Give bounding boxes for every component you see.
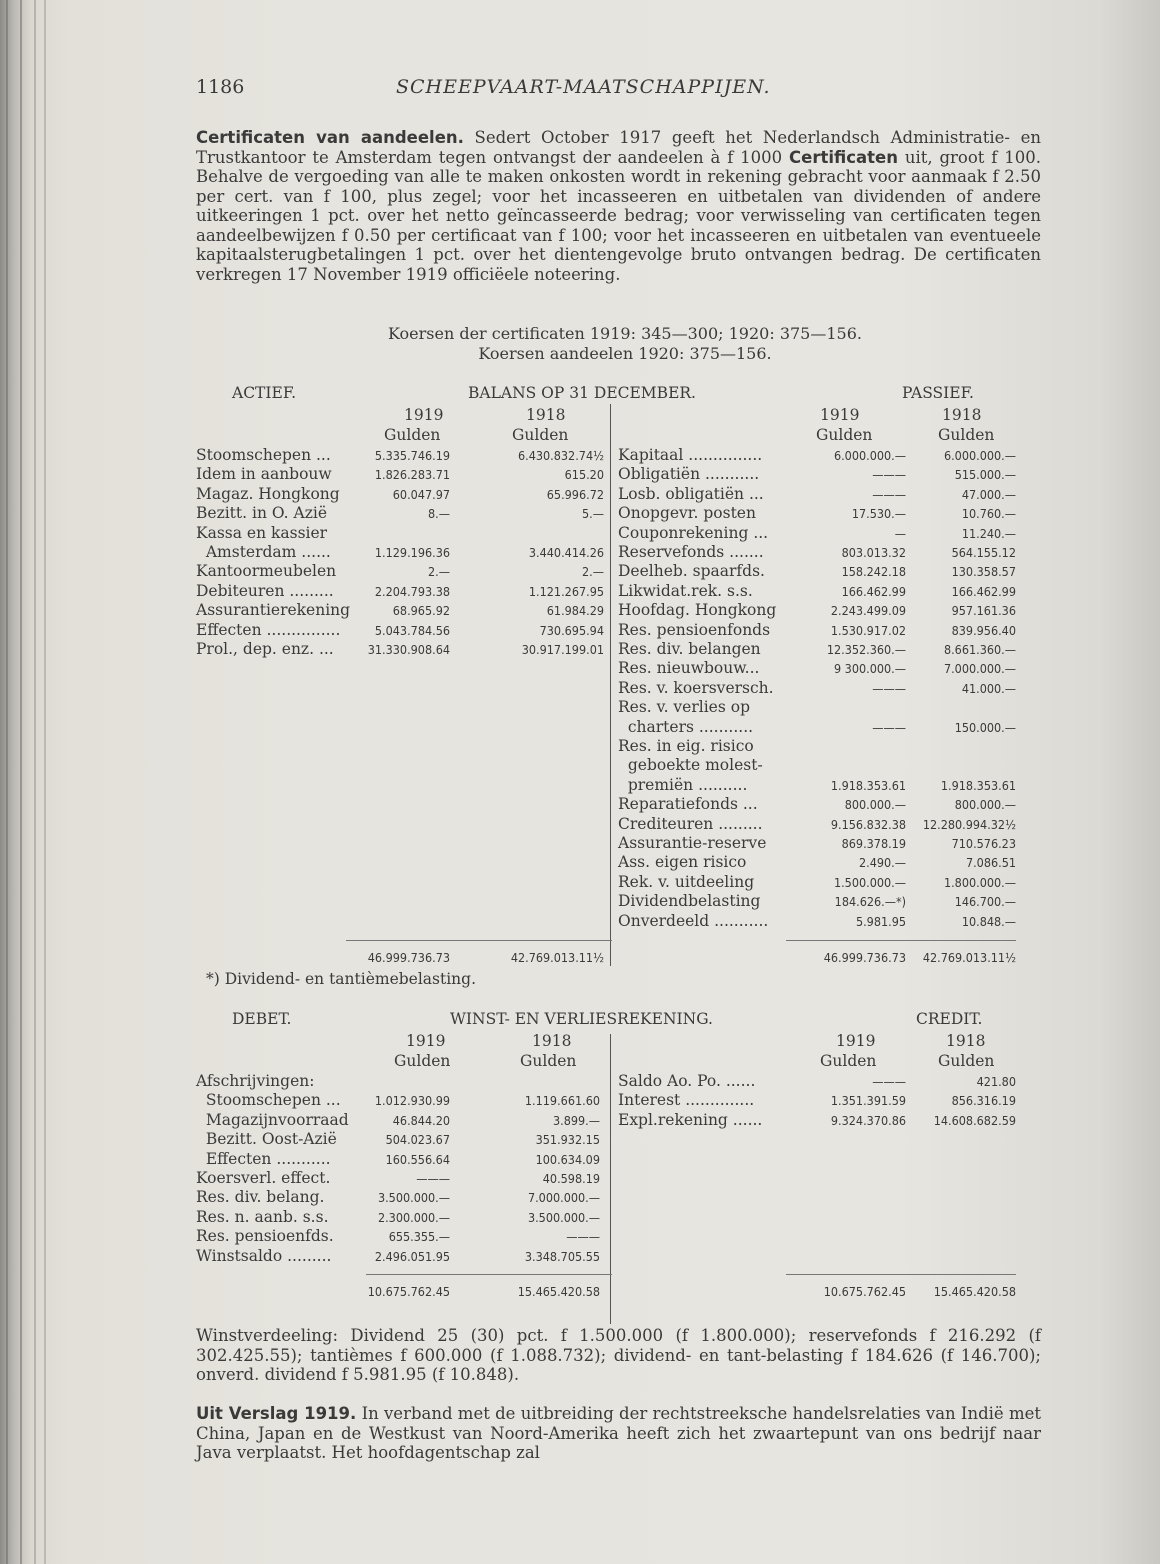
row-label: Debiteuren ......... [196,581,334,600]
row-label: Res. div. belang. [196,1188,325,1207]
value-1919: 1.500.000.— [833,874,906,890]
value-1919: ——— [872,719,906,735]
table-row [196,524,1016,543]
value-1919: 5.335.746.19 [374,448,450,463]
value-1919: 158.242.18 [841,564,906,580]
intro-bold-term: Certificaten [789,147,898,167]
value-1919: 2.496.051.95 [374,1248,450,1264]
value-1918: 30.917.199.01 [521,642,604,657]
value-1918: 130.358.57 [951,564,1016,580]
verslag-paragraph [196,1404,1041,1463]
value-1919: 655.355.— [388,1229,450,1245]
table-row [196,698,1016,717]
total-value: 15.465.420.58 [517,1284,600,1299]
value-1918: 41.000.— [961,680,1016,696]
table-row [196,873,1016,892]
value-1919: 869.378.19 [841,836,906,851]
koersen-line: Koersen aandeelen 1920: 375—156. [478,344,772,363]
value-1918: 1.121.267.95 [528,583,604,599]
value-1919: 1.918.353.61 [830,777,906,793]
row-label: Res. in eig. risico [618,737,754,755]
year-header: 1918 [532,1032,572,1050]
total-value: 42.769.013.11½ [922,950,1016,965]
winstverdeeling-paragraph: Winstverdeeling: Dividend 25 (30) pct. f 1.500.000 (f 1.800.000); reservefonds f 216.292 (f 302.425.55); tantièmes f 600.000 (f 1.088.732); dividend- en tant-belasting f 184.626 (f 146.700); onverd. dividend f 5.981.95 (f 10.848). [196,1326,1041,1384]
value-1918: 957.161.36 [951,603,1016,619]
row-label: Deelheb. spaarfds. [618,562,765,581]
total-value: 42.769.013.11½ [510,950,604,965]
value-1918: 615.20 [564,467,604,483]
value-1919: 504.023.67 [385,1132,450,1148]
total-value: 10.675.762.45 [823,1284,906,1299]
row-label: Saldo Ao. Po. ...... [618,1072,756,1090]
value-1919: 166.462.99 [841,583,906,599]
value-1918: 5.— [582,506,604,522]
balance-sheet [196,384,1016,994]
value-1919: 31.330.908.64 [367,642,450,657]
value-1919: 2.490.— [858,855,906,871]
value-1919: 2.— [428,564,450,580]
row-label: Onverdeeld ........... [618,911,769,930]
value-1919: 1.129.196.36 [374,545,450,560]
value-1918: 10.848.— [961,913,1016,929]
row-label: Assurantierekening [196,601,351,620]
value-1918: 351.932.15 [535,1132,600,1148]
table-row [196,1130,1016,1149]
row-label: Obligatiën ........... [618,465,760,484]
row-label: Effecten ........... [196,1149,331,1168]
row-label: Stoomschepen ... [196,1091,341,1110]
year-header: 1919 [406,1032,446,1050]
row-label: Kantoormeubelen [196,562,337,581]
table-row [196,679,1016,698]
debet-title: DEBET. [232,1010,292,1028]
value-1918: 12.280.994.32½ [922,816,1016,832]
value-1919: 2.204.793.38 [374,583,450,599]
row-label: Afschrijvingen: [196,1072,315,1090]
row-label: Koersverl. effect. [196,1169,331,1187]
winst-title: WINST- EN VERLIESREKENING. [450,1010,713,1028]
total-rule [786,940,1016,941]
value-1918: 421.80 [976,1074,1016,1089]
row-label: Reparatiefonds ... [618,795,758,814]
total-value: 10.675.762.45 [367,1284,450,1299]
intro-text: Sedert October 1917 geeft het Nederlandsch Administratie- en Trustkantoor te Amsterdam tegen ontvangst der aandeelen à f 1000 [196,128,1041,167]
value-1919: ——— [872,1074,906,1089]
row-label: Interest .............. [618,1091,755,1110]
value-1919: 9.156.832.38 [830,816,906,832]
row-label: Magazijnvoorraad [196,1110,349,1129]
row-label: Res. v. koersversch. [618,678,774,697]
row-label: Res. pensioenfds. [196,1227,334,1246]
row-label: Winstsaldo ......... [196,1246,332,1265]
value-1918: 100.634.09 [535,1151,600,1167]
value-1919: 1.530.917.02 [830,622,906,638]
value-1918: 8.661.360.— [943,642,1016,657]
intro-paragraph [196,128,1041,284]
table-row [196,795,1016,814]
unit-header: Gulden [820,1052,877,1070]
table-row [196,1111,1016,1130]
row-label: Res. n. aanb. s.s. [196,1207,329,1226]
value-1919: 68.965.92 [392,603,450,619]
row-label: Likwidat.rek. s.s. [618,581,753,600]
actief-title: ACTIEF. [232,384,297,402]
value-1918: 515.000.— [954,467,1016,483]
row-label: charters ........... [618,717,754,736]
value-1918: 1.918.353.61 [940,777,1016,793]
row-label: Assurantie-reserve [618,834,767,852]
value-1919: — [894,525,906,541]
row-label: Magaz. Hongkong [196,484,340,503]
row-label: Res. pensioenfonds [618,620,771,639]
value-1918: 839.956.40 [951,622,1016,638]
table-row [196,485,1016,504]
value-1918: 11.240.— [961,525,1016,541]
balans-title: BALANS OP 31 DECEMBER. [468,384,696,402]
row-label: Bezitt. in O. Azië [196,504,328,523]
row-label: premiën .......... [618,775,748,794]
value-1918: 65.996.72 [546,486,604,502]
value-1919: 12.352.360.— [826,642,906,657]
value-1919: 1.012.930.99 [374,1093,450,1109]
row-label: Crediteuren ......... [618,814,763,833]
value-1918: 7.086.51 [965,855,1016,871]
verslag-text: In verband met de uitbreiding der rechtstreeksche handelsrelaties van Indië met China, Japan en de Westkust van Noord-Amerika heeft zich het zwaartepunt van ons bedrijf naar Java verplaatst. Het hoofdagentschap zal [196,1404,1041,1462]
row-label: Reservefonds ....... [618,543,764,561]
intro-heading: Certificaten van aandeelen. [196,128,464,147]
row-label: Effecten ............... [196,620,341,639]
value-1918: 730.695.94 [539,622,604,638]
value-1919: ——— [416,1171,450,1186]
profit-loss-account [196,1010,1016,1310]
row-label: Kassa en kassier [196,523,328,542]
table-row [196,834,1016,853]
value-1919: ——— [872,486,906,502]
year-header: 1919 [820,406,860,424]
year-header: 1918 [946,1032,986,1050]
value-1919: 184.626.—*) [834,894,906,910]
table-row [196,1169,1016,1188]
table-row [196,1150,1016,1169]
value-1919: 6.000.000.— [833,448,906,463]
table-row [196,659,1016,678]
table-row [196,465,1016,484]
table-row [196,912,1016,931]
row-label: Losb. obligatiën ... [618,484,764,503]
value-1919: 800.000.— [844,797,906,813]
value-1918: 3.899.— [552,1112,600,1128]
row-label: Hoofdag. Hongkong [618,601,777,620]
table-row [196,1208,1016,1227]
value-1918: 7.000.000.— [943,661,1016,677]
unit-header: Gulden [520,1052,577,1070]
value-1918: 2.— [582,564,604,580]
row-label: Stoomschepen ... [196,446,331,464]
table-row [196,582,1016,601]
row-label: Expl.rekening ...... [618,1110,763,1129]
table-row [196,543,1016,562]
value-1919: ——— [872,467,906,483]
row-label: geboekte molest- [618,756,763,775]
table-row [196,562,1016,581]
credit-title: CREDIT. [916,1010,983,1028]
year-header: 1918 [942,406,982,424]
row-label: Bezitt. Oost-Azië [196,1130,337,1149]
value-1918: ——— [566,1229,600,1245]
total-value: 46.999.736.73 [823,950,906,965]
value-1918: 150.000.— [954,719,1016,735]
year-header: 1919 [404,406,444,424]
table-row [196,815,1016,834]
value-1918: 564.155.12 [951,545,1016,560]
row-label: Idem in aanbouw [196,465,332,484]
table-row [196,776,1016,795]
value-1919: 3.500.000.— [377,1190,450,1206]
value-1918: 710.576.23 [951,836,1016,851]
value-1919: ——— [872,680,906,696]
unit-header: Gulden [938,426,995,444]
value-1919: 60.047.97 [392,486,450,502]
value-1918: 166.462.99 [951,583,1016,599]
page-edge [34,0,36,1564]
value-1919: 2.300.000.— [377,1209,450,1225]
value-1919: 1.826.283.71 [374,467,450,483]
value-1918: 3.348.705.55 [524,1248,600,1264]
value-1919: 2.243.499.09 [830,603,906,619]
unit-header: Gulden [816,426,873,444]
table-row [196,1188,1016,1207]
year-header: 1918 [526,406,566,424]
koersen-line: Koersen der certificaten 1919: 345—300; 1920: 375—156. [388,324,862,343]
value-1918: 10.760.— [961,506,1016,522]
row-label: Res. div. belangen [618,640,761,658]
row-label: Res. nieuwbouw... [618,659,760,678]
value-1919: 17.530.— [851,506,906,522]
passief-title: PASSIEF. [902,384,974,402]
value-1918: 40.598.19 [542,1171,600,1186]
total-value: 46.999.736.73 [367,950,450,965]
value-1919: 8.— [428,506,450,522]
value-1918: 6.430.832.74½ [518,448,604,463]
table-row [196,1091,1016,1110]
value-1918: 7.000.000.— [527,1190,600,1206]
total-rule [346,940,612,941]
value-1919: 1.351.391.59 [830,1093,906,1109]
value-1918: 3.440.414.26 [528,545,604,560]
table-row [196,640,1016,659]
value-1918: 146.700.— [954,894,1016,910]
intro-text: uit, groot f 100. Behalve de vergoeding van alle te maken onkosten wordt in rekening gebracht voor aanmaak f 2.50 per cert. van f 100, plus zegel; voor het incasseeren en uitbetalen van dividenden of andere uitkeeringen 1 pct. over het netto geïncasseerde bedrag; voor verwisseling van certificaten tegen aandeelbewijzen f 0.50 per certificaat van f 100; voor het incasseeren en uitbetalen van eventueele kapitaalsterugbetalingen 1 pct. over het dientengevolge bruto ontvangen bedrag. De certificaten verkregen 17 November 1919 officiëele noteering. [196,147,1041,284]
total-rule [786,1274,1016,1275]
table-row [196,601,1016,620]
row-label: Kapitaal ............... [618,446,763,464]
footnote: *) Dividend- en tantièmebelasting. [206,970,477,988]
page-edge [20,0,22,1564]
value-1918: 47.000.— [961,486,1016,502]
value-1918: 1.800.000.— [943,874,1016,890]
value-1918: 6.000.000.— [943,448,1016,463]
table-row [196,853,1016,872]
row-label: Ass. eigen risico [618,853,747,872]
value-1918: 61.984.29 [546,603,604,619]
unit-header: Gulden [512,426,569,444]
page-edge [44,0,46,1564]
row-label: Dividendbelasting [618,892,761,911]
verslag-heading: Uit Verslag 1919. [196,1404,357,1423]
row-label: Res. v. verlies op [618,698,750,717]
row-label: Onopgevr. posten [618,504,756,523]
value-1919: 46.844.20 [392,1112,450,1128]
row-label: Amsterdam ...... [196,543,331,561]
value-1919: 803.013.32 [841,545,906,560]
table-row [196,621,1016,640]
table-row [196,718,1016,737]
value-1919: 5.981.95 [855,913,906,929]
table-row [196,737,1016,756]
value-1918: 800.000.— [954,797,1016,813]
value-1919: 5.043.784.56 [374,622,450,638]
total-rule [366,1274,612,1275]
unit-header: Gulden [384,426,441,444]
value-1919: 9 300.000.— [833,661,906,677]
row-label: Couponrekening ... [618,523,769,542]
value-1918: 856.316.19 [951,1093,1016,1109]
table-row [196,504,1016,523]
table-row [196,1072,1016,1091]
table-row [196,1247,1016,1266]
value-1919: 9.324.370.86 [830,1112,906,1128]
page-edge [6,0,8,1564]
table-row [196,1227,1016,1246]
unit-header: Gulden [938,1052,995,1070]
value-1918: 1.119.661.60 [524,1093,600,1109]
running-title: SCHEEPVAART-MAATSCHAPPIJEN. [396,76,771,98]
value-1919: 160.556.64 [385,1151,450,1167]
row-label: Prol., dep. enz. ... [196,640,334,658]
total-value: 15.465.420.58 [933,1284,1016,1299]
page-number: 1186 [196,76,245,98]
year-header: 1919 [836,1032,876,1050]
value-1918: 3.500.000.— [527,1209,600,1225]
table-row [196,446,1016,465]
unit-header: Gulden [394,1052,451,1070]
value-1918: 14.608.682.59 [933,1112,1016,1128]
table-row [196,756,1016,775]
row-label: Rek. v. uitdeeling [618,872,755,891]
table-row [196,892,1016,911]
